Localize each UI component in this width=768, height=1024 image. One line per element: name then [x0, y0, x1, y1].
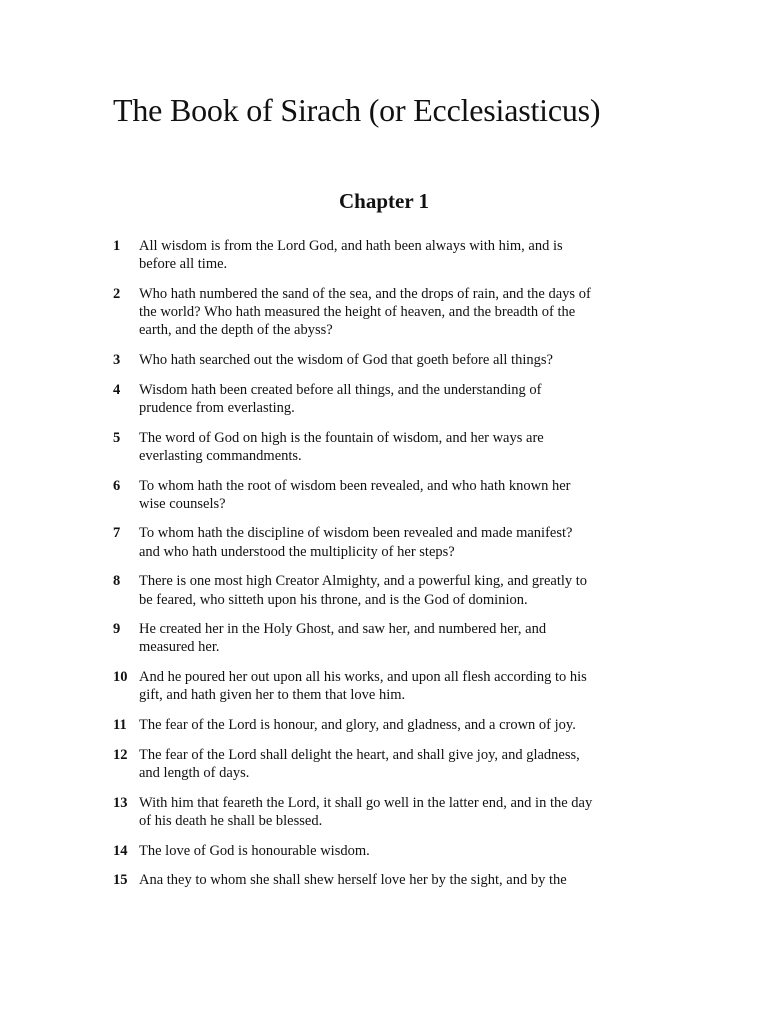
verse-3: [113, 351, 593, 369]
verse-number: 11: [113, 717, 127, 734]
verse-text: All wisdom is from the Lord God, and hath been always with him, and is before all time.: [139, 238, 563, 273]
verse-number: 8: [113, 573, 121, 590]
verse-number: 6: [113, 477, 121, 494]
verse-number: 4: [113, 381, 121, 398]
verse-1: [113, 237, 593, 273]
verse-text: To whom hath the discipline of wisdom been revealed and made manifest? and who hath understood the multiplicity of her steps?: [139, 525, 573, 560]
verse-text: The fear of the Lord is honour, and glory, and gladness, and a crown of joy.: [139, 717, 576, 734]
verse-number: 5: [113, 429, 121, 446]
book-title: The Book of Sirach (or Ecclesiasticus): [113, 92, 601, 128]
verse-6: [113, 477, 593, 513]
verse-text: Who hath numbered the sand of the sea, and the drops of rain, and the days of the world? Who hath measured the height of heaven, and the breadth of the earth, and the depth of the abyss?: [139, 285, 591, 339]
verse-12: [113, 746, 593, 782]
verse-number: 12: [113, 746, 128, 763]
verse-15: [113, 871, 593, 889]
verse-number: 10: [113, 669, 128, 686]
verse-text: The fear of the Lord shall delight the heart, and shall give joy, and gladness, and length of days.: [139, 746, 580, 781]
verse-11: [113, 716, 593, 734]
verse-number: 2: [113, 285, 121, 302]
verse-number: 3: [113, 352, 121, 369]
verse-text: Wisdom hath been created before all things, and the understanding of prudence from everlasting.: [139, 381, 542, 416]
verse-text: To whom hath the root of wisdom been revealed, and who hath known her wise counsels?: [139, 477, 571, 512]
verse-text: The word of God on high is the fountain of wisdom, and her ways are everlasting commandments.: [139, 429, 544, 464]
verse-number: 7: [113, 525, 121, 542]
verse-2: [113, 285, 593, 340]
chapter-heading: Chapter 1: [338, 189, 430, 213]
verse-text: With him that feareth the Lord, it shall go well in the latter end, and in the day of his death he shall be blessed.: [139, 794, 593, 829]
verse-number: 1: [113, 238, 121, 254]
verse-10: [113, 668, 593, 704]
verse-number: 13: [113, 794, 128, 811]
verse-8: [113, 572, 593, 608]
verse-text: And he poured her out upon all his works, and upon all flesh according to his gift, and hath given her to them that love him.: [139, 669, 587, 704]
verse-number: 14: [113, 842, 128, 859]
verse-14: [113, 842, 593, 860]
verse-number: 15: [113, 872, 128, 889]
verse-text: He created her in the Holy Ghost, and saw her, and numbered her, and measured her.: [139, 621, 547, 656]
verse-text: Who hath searched out the wisdom of God that goeth before all things?: [139, 352, 553, 369]
verse-text: Ana they to whom she shall shew herself love her by the sight, and by the: [139, 872, 567, 889]
verse-4: [113, 381, 593, 417]
verse-5: [113, 429, 593, 465]
verse-9: [113, 620, 593, 656]
verse-list: [113, 237, 593, 901]
verse-text: There is one most high Creator Almighty, and a powerful king, and greatly to be feared, who sitteth upon his throne, and is the God of dominion.: [139, 573, 588, 608]
verse-7: [113, 524, 593, 560]
verse-text: The love of God is honourable wisdom.: [139, 842, 370, 859]
verse-13: [113, 794, 593, 830]
verse-number: 9: [113, 621, 121, 638]
